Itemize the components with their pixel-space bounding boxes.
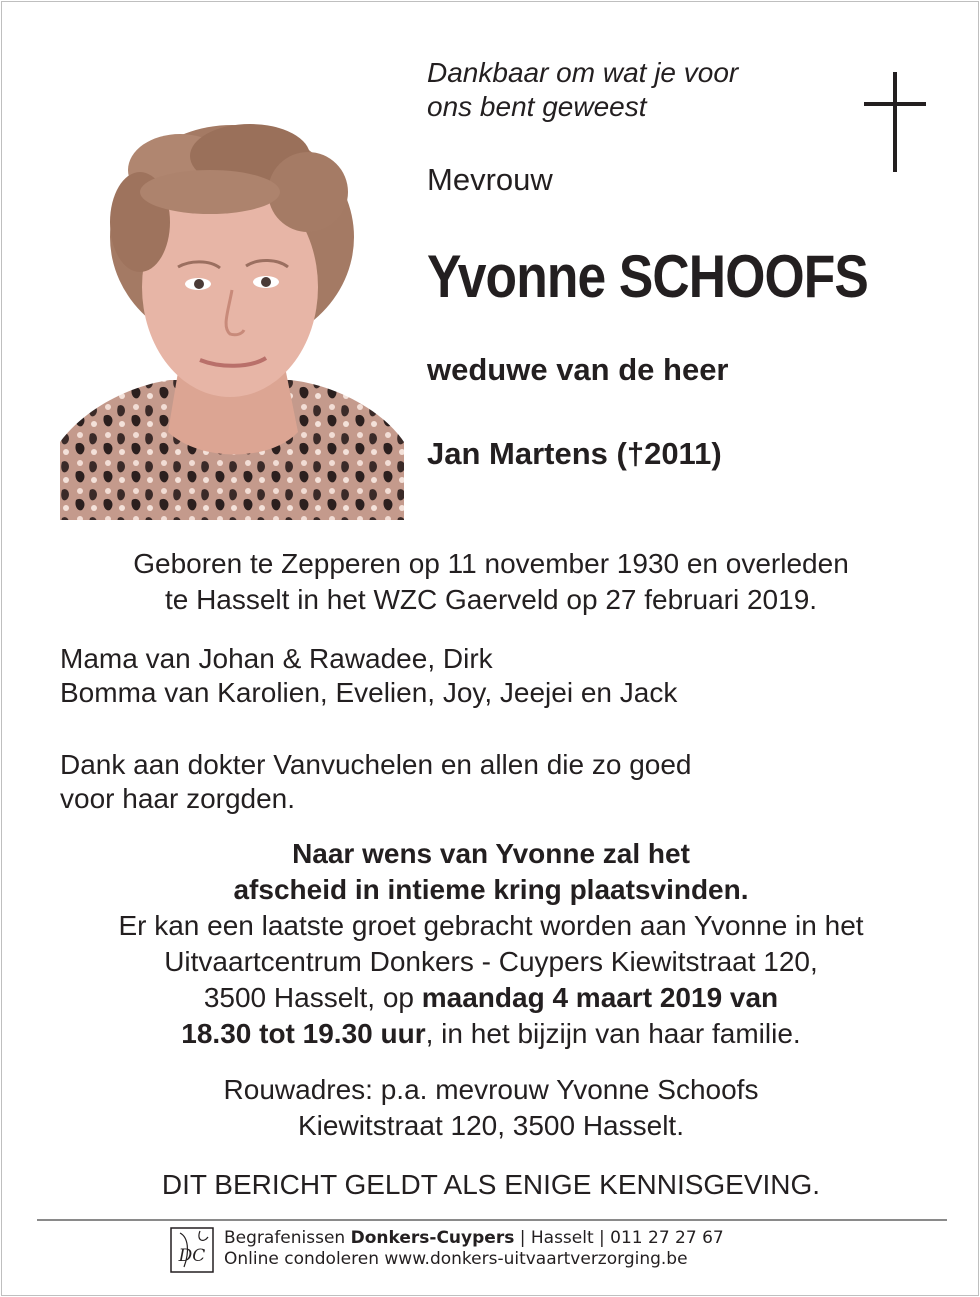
motto-line-2: ons bent geweest — [427, 91, 647, 122]
obituary-card — [1, 1, 979, 1296]
thanks-line-2: voor haar zorgden. — [60, 783, 296, 814]
address-line-2: Kiewitstraat 120, 3500 Hasselt. — [298, 1110, 684, 1141]
footer-divider — [37, 1219, 947, 1221]
wish-line-6-post: , in het bijzijn van haar familie. — [425, 1018, 801, 1049]
wish-line-6-bold: 18.30 tot 19.30 uur — [181, 1018, 426, 1049]
deceased-name: Yvonne SCHOOFS — [427, 243, 868, 310]
wish-line-2: afscheid in intieme kring plaatsvinden. — [233, 874, 749, 905]
mourning-address — [2, 1072, 980, 1144]
footer-suffix: | Hasselt | 011 27 27 67 — [514, 1228, 724, 1248]
footer-line-1 — [224, 1228, 724, 1249]
motto-line-1: Dankbaar om wat je voor — [427, 57, 739, 88]
wish-line-1: Naar wens van Yvonne zal het — [292, 838, 690, 869]
born-line-1: Geboren te Zepperen op 11 november 1930 en overleden — [133, 548, 849, 579]
birth-death-info — [2, 546, 980, 618]
widow-of-label: weduwe van de heer — [427, 352, 729, 387]
portrait-photo — [60, 122, 404, 520]
footer — [224, 1228, 724, 1270]
born-line-2: te Hasselt in het WZC Gaerveld op 27 februari 2019. — [164, 584, 818, 615]
funeral-home-logo-icon — [170, 1227, 214, 1273]
husband-name: Jan Martens (†2011) — [427, 436, 722, 471]
thanks-line-1: Dank aan dokter Vanvuchelen en allen die zo goed — [60, 749, 692, 780]
family-line-1: Mama van Johan & Rawadee, Dirk — [60, 643, 493, 674]
thanks-message — [60, 748, 692, 816]
motto — [427, 56, 738, 124]
family-line-2: Bomma van Karolien, Evelien, Joy, Jeejei en Jack — [60, 677, 678, 708]
cross-icon — [864, 72, 926, 172]
title-label: Mevrouw — [427, 162, 553, 197]
logo-letters: DC — [178, 1246, 206, 1266]
footer-prefix: Begrafenissen — [224, 1228, 351, 1248]
wish-line-6 — [2, 1016, 980, 1052]
address-line-1: Rouwadres: p.a. mevrouw Yvonne Schoofs — [223, 1074, 759, 1105]
footer-online-link[interactable]: Online condoleren www.donkers-uitvaartverzorging.be — [224, 1249, 688, 1269]
notice-text: DIT BERICHT GELDT ALS ENIGE KENNISGEVING. — [161, 1169, 821, 1200]
farewell-info — [2, 836, 980, 1052]
wish-line-4: Uitvaartcentrum Donkers - Cuypers Kiewitstraat 120, — [164, 946, 818, 977]
family-info — [60, 642, 677, 710]
wish-line-5 — [2, 980, 980, 1016]
wish-line-5-bold: maandag 4 maart 2019 van — [421, 982, 779, 1013]
footer-company: Donkers-Cuypers — [350, 1228, 515, 1248]
wish-line-5-pre: 3500 Hasselt, op — [203, 982, 422, 1013]
wish-line-3: Er kan een laatste groet gebracht worden aan Yvonne in het — [118, 910, 864, 941]
